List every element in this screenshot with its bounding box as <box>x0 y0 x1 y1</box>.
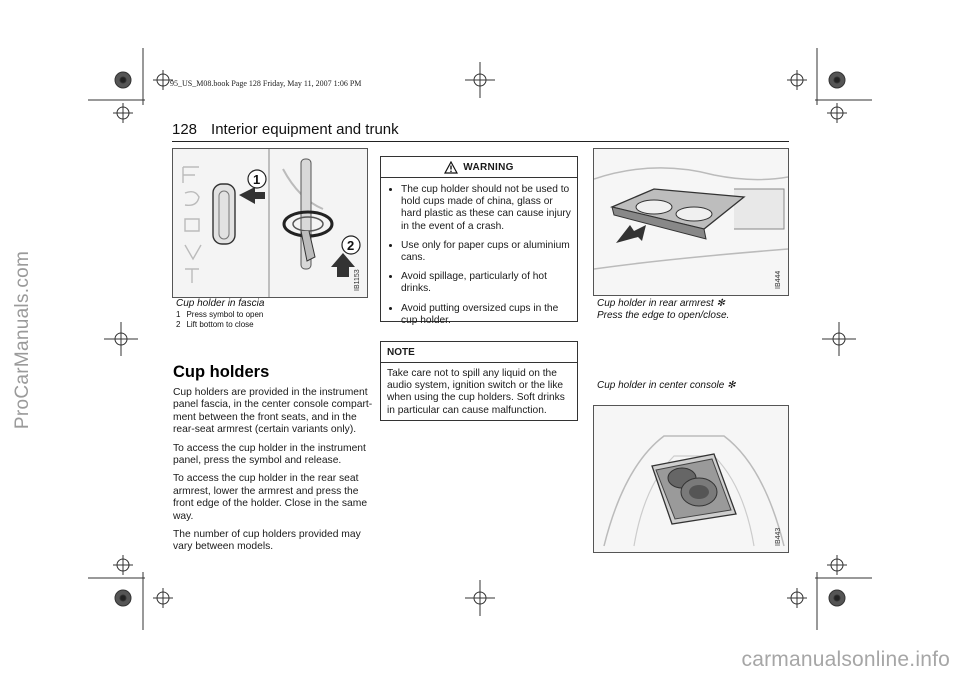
warning-header <box>381 157 577 178</box>
bottom-watermark: carmanualsonline.info <box>741 648 950 671</box>
body-paragraph: The number of cup holders provided may vary between models. <box>173 529 361 553</box>
rear-armrest-illustration <box>594 149 788 295</box>
note-header: NOTE <box>381 342 577 363</box>
rear-armrest-caption-line1: Cup holder in rear armrest <box>597 298 714 309</box>
chapter-title: Interior equipment and trunk <box>211 121 399 138</box>
center-console-caption-text: Cup holder in center console <box>597 380 725 391</box>
rear-armrest-figure <box>593 148 789 296</box>
legend-row: 2 Lift bottom to close <box>176 320 254 329</box>
warning-item: • Avoid putting oversized cups in the cup holder. <box>401 303 571 327</box>
page-number: 128 <box>172 121 198 138</box>
side-watermark <box>8 150 38 530</box>
fascia-legend <box>176 310 263 330</box>
warning-box <box>380 156 578 326</box>
body-paragraph: To access the cup holder in the instrument panel, press the symbol and release. <box>173 442 366 467</box>
warning-list <box>381 184 571 327</box>
fascia-caption: Cup holder in fascia <box>176 298 265 309</box>
fascia-figure-code: IB1153 <box>354 269 361 291</box>
variant-symbol: ✻ <box>727 380 736 391</box>
note-box <box>380 341 578 421</box>
warning-item: • Avoid spillage, particularly of hot drinks. <box>401 271 571 295</box>
section-title: Cup holders <box>173 363 270 381</box>
warning-item: • The cup holder should not be used to hold cups made of china, glass or hard plastic as these can cause injury in the event of a crash. <box>401 184 571 233</box>
body-paragraph: To access the cup holder in the rear seat armrest, lower the armrest and press the front edge of the holder. Close in the same way. <box>173 473 368 522</box>
warning-triangle-icon <box>444 161 458 174</box>
center-console-illustration <box>594 406 788 552</box>
header-rule <box>172 141 789 142</box>
center-console-figure-code: IB443 <box>775 527 782 546</box>
center-console-figure <box>593 405 789 553</box>
legend-row: 1 Press symbol to open <box>176 310 264 319</box>
rear-armrest-caption-line2: Press the edge to open/close. <box>597 310 730 321</box>
fascia-figure <box>172 148 368 298</box>
center-console-caption <box>597 380 735 391</box>
note-body: Take care not to spill any liquid on the audio system, ignition switch or the like when using the cup holders. Soft drinks in particular can cause malfunction. <box>387 368 565 416</box>
section-body <box>173 387 373 560</box>
rear-armrest-caption <box>597 298 729 322</box>
callout-1: 1 <box>253 172 261 187</box>
callout-2: 2 <box>347 238 355 253</box>
body-paragraph: Cup holders are provided in the instrument panel fascia, in the center console compart-ment between the front seats, and in the rear-seat armrest (certain variants only). <box>173 387 373 436</box>
variant-symbol: ✻ <box>716 298 725 309</box>
fascia-illustration <box>173 149 367 297</box>
warning-title: WARNING <box>463 161 514 173</box>
rear-armrest-figure-code: IB444 <box>775 270 782 289</box>
book-stamp: 95_US_M08.book Page 128 Friday, May 11, 2007 1:06 PM <box>170 79 362 88</box>
warning-item: • Use only for paper cups or aluminium cans. <box>401 240 571 264</box>
page-header <box>172 121 399 138</box>
side-watermark-text: ProCarManuals.com <box>12 250 33 430</box>
